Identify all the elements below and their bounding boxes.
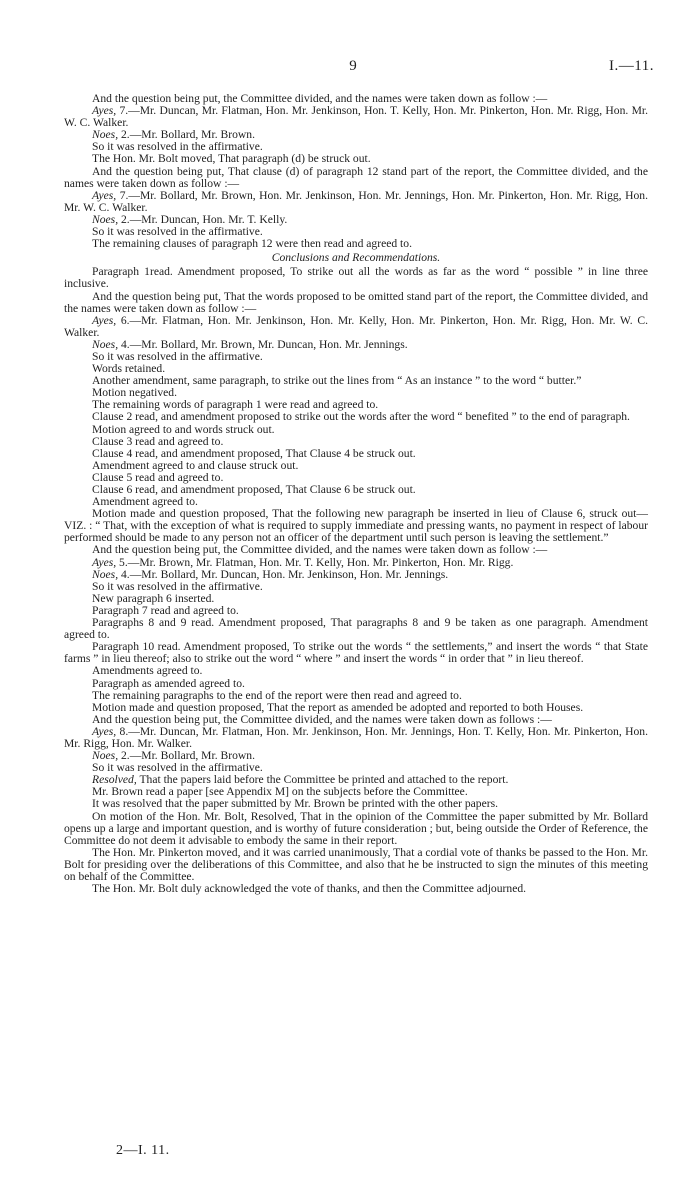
paragraph-text: 2.—Mr. Duncan, Hon. Mr. T. Kelly. [118, 212, 288, 226]
minutes-paragraph [64, 508, 648, 544]
paragraph-text: So it was resolved in the affirmative. [92, 140, 263, 154]
signature-mark: 2—I. 11. [116, 1143, 170, 1158]
paragraph-text: 4.—Mr. Bollard, Mr. Duncan, Hon. Mr. Jenkinson, Hon. Mr. Jennings. [118, 567, 449, 581]
minutes-paragraph [64, 641, 648, 665]
paragraph-text: Paragraph 7 read and agreed to. [92, 603, 239, 617]
paragraph-text: The Hon. Mr. Pinkerton moved, and it was carried unanimously, That a cordial vote of thanks be passed to the Hon. Mr. Bolt for presiding over the deliberations of this Committee, and also that he be instructed to sign the minutes of this meeting on behalf of the Committee. [64, 845, 648, 883]
paragraph-text: The remaining paragraphs to the end of the report were then read and agreed to. [92, 688, 462, 702]
paragraph-text: 6.—Mr. Flatman, Hon. Mr. Jenkinson, Hon. Mr. Kelly, Hon. Mr. Pinkerton, Hon. Mr. Rigg, Hon. Mr. W. C. Walker. [64, 313, 648, 339]
paragraph-lead: Ayes, [92, 313, 117, 327]
paragraph-text: 2.—Mr. Bollard, Mr. Brown. [118, 128, 255, 142]
paragraph-text: Amendment agreed to. [92, 495, 198, 509]
paragraph-text: So it was resolved in the affirmative. [92, 761, 263, 775]
paragraph-text: 4.—Mr. Bollard, Mr. Brown, Mr. Duncan, Hon. Mr. Jennings. [118, 337, 408, 351]
section-heading: Conclusions and Recommendations. [271, 251, 441, 265]
paragraph-text: The Hon. Mr. Bolt moved, That paragraph (d) be struck out. [92, 152, 371, 166]
page-number: 9 [349, 58, 357, 74]
minutes-paragraph [64, 847, 648, 883]
paragraph-lead: Noes, [92, 128, 119, 142]
paragraph-text: 8.—Mr. Duncan, Mr. Flatman, Hon. Mr. Jenkinson, Hon. Mr. Jennings, Hon. T. Kelly, Hon. Mr. Pinkerton, Hon. Mr. Rigg, Hon. Mr. Walker. [64, 724, 648, 750]
paragraph-lead: Ayes, [92, 188, 117, 202]
paragraph-text: The remaining words of paragraph 1 were read and agreed to. [92, 398, 379, 412]
minutes-paragraph [64, 617, 648, 641]
paragraph-text: Clause 4 read, and amendment proposed, That Clause 4 be struck out. [92, 446, 416, 460]
paragraph-text: And the question being put, the Committee divided, and the names were taken down as follow :— [92, 543, 548, 557]
paragraph-lead: Noes, [92, 749, 119, 763]
paragraph-text: So it was resolved in the affirmative. [92, 579, 263, 593]
paragraph-text: And the question being put, the Committee divided, and the names were taken down as follow :— [92, 92, 548, 105]
minutes-body [64, 93, 648, 895]
paragraph-text: New paragraph 6 inserted. [92, 591, 215, 605]
minutes-paragraph [64, 238, 648, 250]
paragraph-text: The remaining clauses of paragraph 12 were then read and agreed to. [92, 237, 412, 251]
paragraph-text: It was resolved that the paper submitted by Mr. Brown be printed with the other papers. [92, 797, 499, 811]
paragraph-text: 5.—Mr. Brown, Mr. Flatman, Hon. Mr. T. Kelly, Hon. Mr. Pinkerton, Hon. Mr. Rigg. [116, 555, 514, 569]
paragraph-lead: Resolved, [92, 773, 137, 787]
paragraph-text: And the question being put, That clause (d) of paragraph 12 stand part of the report, the Committee divided, and the names were taken down as follow :— [64, 164, 648, 190]
paragraph-text: Clause 5 read and agreed to. [92, 470, 224, 484]
paragraph-text: Paragraph 1read. Amendment proposed, To strike out all the words as far as the word “ possible ” in line three inclusive. [64, 265, 648, 291]
paragraph-text: Paragraph as amended agreed to. [92, 676, 245, 690]
minutes-paragraph [64, 190, 648, 214]
paragraph-text: Motion made and question proposed, That the report as amended be adopted and reported to both Houses. [92, 700, 584, 714]
paragraph-text: 2.—Mr. Bollard, Mr. Brown. [118, 749, 255, 763]
paragraph-text: Mr. Brown read a paper [see Appendix M] on the subjects before the Committee. [92, 785, 468, 799]
minutes-paragraph [64, 266, 648, 290]
minutes-paragraph [64, 726, 648, 750]
paragraph-lead: Ayes, [92, 104, 117, 118]
paragraph-text: Amendments agreed to. [92, 664, 203, 678]
paragraph-text: Motion negatived. [92, 386, 178, 400]
paragraph-text: And the question being put, the Committee divided, and the names were taken down as follows :— [92, 712, 552, 726]
paragraph-text: Motion agreed to and words struck out. [92, 422, 275, 436]
paragraph-lead: Ayes, [92, 555, 117, 569]
paragraph-lead: Ayes, [92, 724, 117, 738]
paragraph-text: Paragraph 10 read. Amendment proposed, To strike out the words “ the settlements,” and insert the words “ that State farms ” in lieu thereof; also to strike out the word “ where ” and insert the words “ in order that ” in lieu thereof. [64, 640, 648, 666]
paragraph-text: Amendment agreed to and clause struck out. [92, 458, 299, 472]
minutes-paragraph [64, 883, 648, 895]
paragraph-text: Clause 6 read, and amendment proposed, That Clause 6 be struck out. [92, 483, 416, 496]
paragraph-text: Clause 2 read, and amendment proposed to strike out the words after the word “ benefited ” to the end of paragraph. [92, 410, 630, 424]
paragraph-text: So it was resolved in the affirmative. [92, 349, 263, 363]
paragraph-text: That the papers laid before the Committee be printed and attached to the report. [136, 773, 509, 787]
paragraph-lead: Noes, [92, 337, 119, 351]
paragraph-text: On motion of the Hon. Mr. Bolt, Resolved, That in the opinion of the Committee the paper submitted by Mr. Bollard opens up a large and important question, and is worthy of future consideration ; but, being outside the Order of Reference, the Committee do not deem it advisable to embody the same in their report. [64, 809, 648, 847]
minutes-paragraph [64, 811, 648, 847]
paragraph-text: 7.—Mr. Duncan, Mr. Flatman, Hon. Mr. Jenkinson, Hon. T. Kelly, Hon. Mr. Pinkerton, Hon. Mr. Rigg, Hon. Mr. W. C. Walker. [64, 104, 648, 130]
paragraph-lead: Noes, [92, 212, 119, 226]
minutes-paragraph [64, 291, 648, 315]
paragraph-text: 7.—Mr. Bollard, Mr. Brown, Hon. Mr. Jenkinson, Hon. Mr. Jennings, Hon. Mr. Pinkerton, Hon. Mr. Rigg, Hon. Mr. W. C. Walker. [64, 188, 648, 214]
paragraph-text: Clause 3 read and agreed to. [92, 434, 224, 448]
paragraph-lead: Noes, [92, 567, 119, 581]
minutes-paragraph [64, 315, 648, 339]
paragraph-text: Words retained. [92, 362, 166, 376]
paragraph-text: Motion made and question proposed, That the following new paragraph be inserted in lieu of Clause 6, struck out—VIZ. : “ That, with the exception of what is required to supply immediate and pressing wants, no payment in respect of labour performed should be made to any person not an officer of the department until such person is leaving the settlement.” [64, 507, 648, 545]
paragraph-text: Paragraphs 8 and 9 read. Amendment proposed, That paragraphs 8 and 9 be taken as one paragraph. Amendment agreed to. [64, 616, 648, 642]
paragraph-text: Another amendment, same paragraph, to strike out the lines from “ As an instance ” to the word “ butter.” [92, 374, 582, 388]
paragraph-text: So it was resolved in the affirmative. [92, 225, 263, 239]
minutes-paragraph [64, 105, 648, 129]
document-reference: I.—11. [609, 58, 654, 74]
paragraph-text: The Hon. Mr. Bolt duly acknowledged the vote of thanks, and then the Committee adjourned. [92, 882, 527, 896]
paragraph-text: And the question being put, That the words proposed to be omitted stand part of the report, the Committee divided, and the names were taken down as follow :— [64, 289, 648, 315]
minutes-paragraph [64, 166, 648, 190]
